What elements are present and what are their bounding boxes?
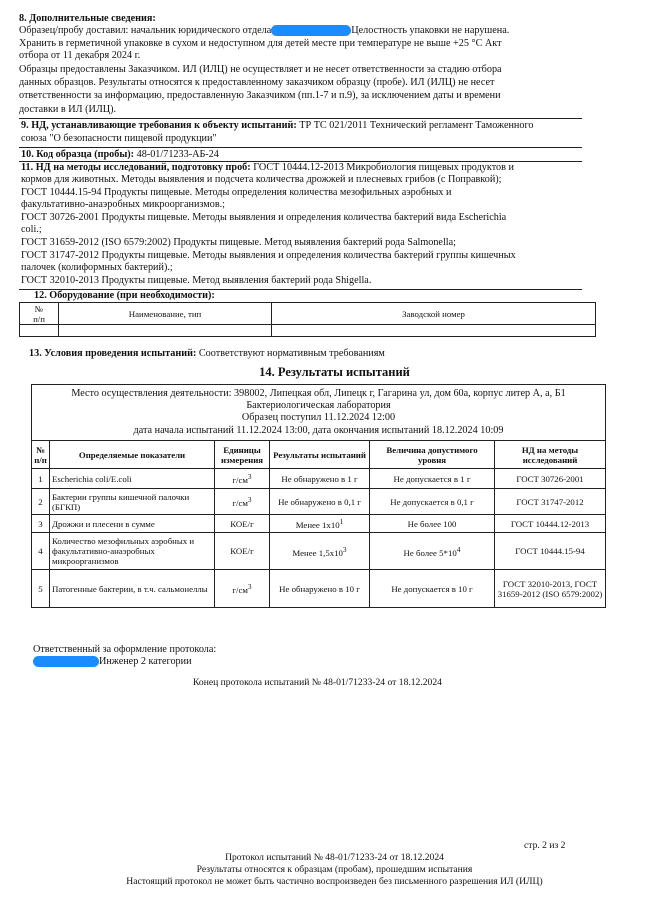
section13-value: Соответствуют нормативным требованиям [198,348,385,359]
row-result: Не обнаружено в 10 г [270,570,370,608]
row-no: 4 [32,533,50,570]
row-result [270,515,370,533]
unit-sup: 3 [247,472,252,482]
results-col-indicator: Определяемые показатели [50,441,215,469]
row-unit [215,469,270,489]
section8-line4: Образцы предоставлены Заказчиком. ИЛ (ИЛЦ) не осуществляет и не несет ответственности за стадию отбора [19,64,502,75]
results-place: Место осуществления деятельности: 398002, Липецкая обл, Липецк г, Гагарина ул, дом 60а, корпус литер А, а, Б1 [71,388,566,399]
equipment-empty-cell [59,325,272,337]
results-col-limit: Величина допустимого уровня [370,441,495,469]
result-text: Менее 1,5х10 [292,547,343,558]
results-col-method: НД на методы исследований [495,441,606,469]
row-unit: КОЕ/г [215,533,270,570]
row-indicator: Патогенные бактерии, в т.ч. сальмонеллы [50,570,215,608]
table-row [32,570,606,608]
row-indicator: Бактерии группы кишечной палочки (БГКП) [50,489,215,515]
row-no: 3 [32,515,50,533]
section10 [21,149,219,161]
responsible-position: Инженер 2 категории [99,656,192,667]
row-method: ГОСТ 10444.15-94 [495,533,606,570]
section11-line2: ГОСТ 10444.15-94 Продукты пищевые. Методы определения количества мезофильных аэробных и [21,187,452,198]
responsible-person [33,656,192,668]
section11-line9: ГОСТ 32010-2013 Продукты пищевые. Метод выявления бактерий рода Shigella. [21,275,372,286]
row-no: 5 [32,570,50,608]
section11-first [21,162,514,174]
results-dates: дата начала испытаний 11.12.2024 13:00, дата окончания испытаний 18.12.2024 10:09 [133,424,504,436]
col-no-label: № [36,444,45,455]
row-limit: Не допускается в 10 г [370,570,495,608]
divider [19,147,582,148]
row-result: Не обнаружено в 0,1 г [270,489,370,515]
results-lab: Бактериологическая лаборатория [246,400,391,412]
equipment-col-no [20,303,59,325]
row-limit [370,533,495,570]
section11-line0: ГОСТ 10444.12-2013 Микробиология пищевых продуктов и [253,162,514,173]
section11-line4: ГОСТ 30726-2001 Продукты пищевые. Методы выявления и определения количества бактерий вида Escherichia [21,212,507,223]
redacted-name [33,656,99,667]
divider [19,118,582,119]
unit-text: г/см [232,584,248,595]
results-received: Образец поступил 11.12.2024 12:00 [241,412,396,424]
section11-line1: кормов для животных. Методы выявления и подсчета количества дрожжей и плесневых грибов (с Поправкой); [21,174,502,185]
section8-line5: данных образцов. Результаты относятся к предоставленному заказчиком образцу (пробе). ИЛ (ИЛЦ) не несет [19,77,495,88]
section8-line2: Хранить в герметичной упаковке в сухом и недоступном для детей месте при температуре не выше +25 °С Акт [19,38,502,49]
results-table [31,440,606,608]
section11-line8: палочек (колиформных бактерий).; [21,262,173,273]
equipment-col-serial: Заводской номер [272,303,596,325]
col-no-label: № [34,303,44,314]
section11-heading: 11. НД на методы исследований, подготовку проб: [21,162,251,173]
section8-line3: отбора от 11 декабря 2024 г. [19,50,141,61]
table-row [32,489,606,515]
section9-text1: ТР ТС 021/2011 Технический регламент Таможенного [299,120,534,131]
limit-text: Не более 5*10 [403,547,457,558]
section8-line6: ответственности за информацию, предоставленную Заказчиком (пп.1-7 и п.9), за исключением даты и времени [19,90,501,101]
section11-line5: coli.; [21,224,42,235]
row-method: ГОСТ 32010-2013, ГОСТ 31659-2012 (ISO 6579:2002) [495,570,606,608]
row-indicator: Количество мезофильных аэробных и факультативно-анаэробных микроорганизмов [50,533,215,570]
equipment-empty-cell [20,325,59,337]
section11-line6: ГОСТ 31659-2012 (ISO 6579:2002) Продукты пищевые. Метод выявления бактерий рода Salmonella; [21,237,456,248]
section8-line7: доставки в ИЛ (ИЛЦ). [19,104,117,115]
sample-code: 48-01/71233-АБ-24 [136,149,219,160]
section8-line1-pre: Образец/пробу доставил: начальник юридического отдела [19,25,272,36]
row-limit: Не допускается в 1 г [370,469,495,489]
footer-line2: Результаты относятся к образцам (пробам), прошедшим испытания [196,864,473,875]
row-no: 2 [32,489,50,515]
section9-heading: 9. НД, устанавливающие требования к объекту испытаний: [21,120,297,131]
section9 [21,120,533,132]
row-result [270,533,370,570]
row-method: ГОСТ 30726-2001 [495,469,606,489]
results-info-box [31,384,606,441]
row-unit [215,489,270,515]
unit-sup: 3 [247,495,252,505]
page-number: стр. 2 из 2 [524,840,566,851]
row-method: ГОСТ 10444.12-2013 [495,515,606,533]
row-indicator: Дрожжи и плесени в сумме [50,515,215,533]
results-title: 14. Результаты испытаний [259,365,410,379]
table-row [32,469,606,489]
responsible-label: Ответственный за оформление протокола: [33,644,217,655]
section11-line3: факультативно-анаэробных микроорганизмов.; [21,199,226,210]
col-no-label2: п/п [34,454,47,465]
row-result: Не обнаружено в 1 г [270,469,370,489]
equipment-empty-cell [272,325,596,337]
section13 [29,348,385,360]
row-limit: Не допускается в 0,1 г [370,489,495,515]
footer-line3: Настоящий протокол не может быть частично воспроизведен без письменного разрешения ИЛ (ИЛЦ) [126,876,543,887]
row-indicator: Escherichia coli/E.coli [50,469,215,489]
row-method: ГОСТ 31747-2012 [495,489,606,515]
section8-line1-post: Целостность упаковки не нарушена. [351,25,510,36]
equipment-table [19,302,596,337]
footer-line1: Протокол испытаний № 48-01/71233-24 от 18.12.2024 [225,852,444,863]
row-no: 1 [32,469,50,489]
result-text: Менее 1х10 [295,519,340,530]
results-col-result: Результаты испытаний [270,441,370,469]
section13-heading: 13. Условия проведения испытаний: [29,348,197,359]
result-sup: 3 [342,544,347,554]
unit-text: г/см [232,474,248,485]
section10-heading: 10. Код образца (пробы): [21,149,135,160]
unit-sup: 3 [247,582,252,592]
row-unit [215,570,270,608]
redacted-name [271,25,351,36]
limit-sup: 4 [456,544,461,554]
result-sup: 1 [339,517,344,527]
results-col-units: Единицы измерения [215,441,270,469]
end-note: Конец протокола испытаний № 48-01/71233-24 от 18.12.2024 [193,677,442,688]
table-row [32,515,606,533]
results-col-no [32,441,50,469]
section8-heading: 8. Дополнительные сведения: [19,13,156,24]
equipment-col-name: Наименование, тип [59,303,272,325]
section12-heading: 12. Оборудование (при необходимости): [34,290,215,301]
row-limit: Не более 100 [370,515,495,533]
col-no-label2: п/п [33,313,45,324]
section8-line1 [19,25,509,37]
section9-text2: союза "О безопасности пищевой продукции" [21,133,217,144]
unit-text: г/см [232,497,248,508]
section11-line7: ГОСТ 31747-2012 Продукты пищевые. Методы выявления и определения количества бактерий группы кишечных [21,250,516,261]
row-unit: КОЕ/г [215,515,270,533]
table-row [32,533,606,570]
